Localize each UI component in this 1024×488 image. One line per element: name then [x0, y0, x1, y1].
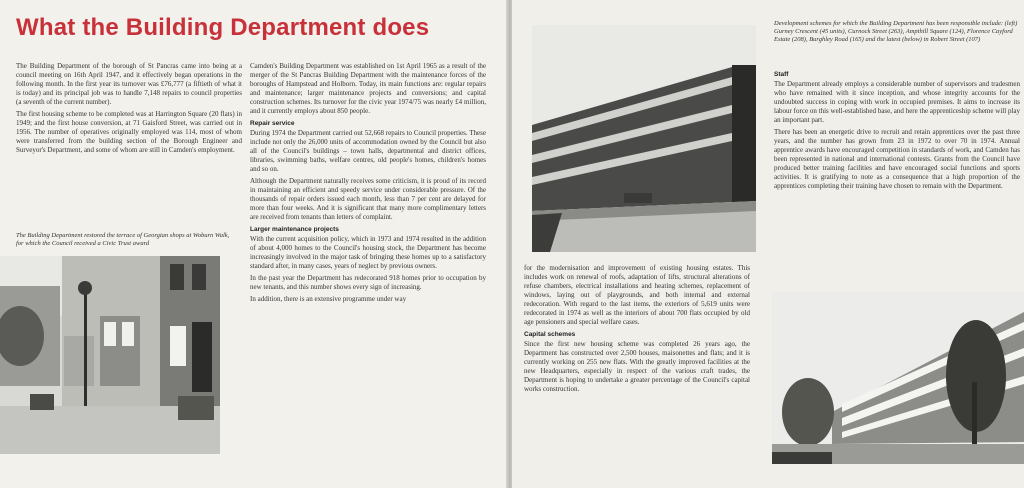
paragraph: The Building Department of the borough of St Pancras came into being at a council meeting on 16th April 1947, and it effectively began operations in the following month. In the first year its turnover was £76,777 (a fiftieth of what it is today) and its principal job was to handle 7,148 repairs to council properties (a seventh of the current number). — [16, 62, 242, 106]
section-heading: Staff — [774, 71, 789, 78]
paragraph: The Department already employs a considerable number of supervisors and tradesmen who have remained with it since inception, and whose integrity accounts for the undoubted success in coping with work in occupied premises. It aims to increase its labour force on this well-established base, and here the apprenticeship scheme will play an important part. — [774, 80, 1020, 124]
paragraph: Although the Department naturally receives some criticism, it is proud of its record in maintaining an efficient and speedy service under considerable pressure. Of the thousands of repair orders issued each month, less than 7 per cent are delayed for more than four weeks. And it is significant that many more complimentary letters are received from tenants than letters of complaint. — [250, 177, 486, 221]
paragraph: Camden's Building Department was established on 1st April 1965 as a result of the merger of the St Pancras Building Department with the maintenance forces of the boroughs of Hampstead and Holborn. Today, its main functions are: regular repairs and maintenance; larger maintenance projects and conversions; and capital construction schemes. Its turnover for the civic year 1974/75 was nearly £4 million, and it currently employs about 850 people. — [250, 62, 486, 115]
photo-caption: The Building Department restored the terrace of Georgian shops at Woburn Walk, for which the Council received a Civic Trust award — [16, 232, 230, 247]
paragraph: In the past year the Department has redecorated 918 homes prior to occupation by new tenants, and this number shows every sign of increasing. — [250, 274, 486, 291]
photo-caption: Development schemes for which the Building Department has been responsible include: (left) Gurney Crescent (45 units), Curnock Street (263), Ampthill Square (124), Florence Cayford Estate (208), Burghley Road (165) and the latest (below) in Robert Street (107) — [774, 20, 1018, 43]
page-title: What the Building Department does — [16, 14, 430, 41]
paragraph: With the current acquisition policy, which in 1973 and 1974 resulted in the addition of about 4,000 homes to the Council's housing stock, the Department has become increasingly involved in the major task of bringing these homes up to a satisfactory standard after, in many cases, years of neglect by previous owners. — [250, 235, 486, 270]
street-photo — [0, 256, 220, 454]
left-column-1 — [16, 62, 242, 158]
section-heading: Repair service — [250, 120, 295, 127]
section-heading: Larger maintenance projects — [250, 226, 339, 233]
robert-street-photo — [772, 292, 1024, 464]
right-column-1 — [524, 264, 750, 397]
paragraph: The first housing scheme to be completed was at Harrington Square (20 flats) in 1949; and the first house conversion, at 71 Gaisford Street, was carried out in 1956. The number of operatives originally employed was 114, most of whom were transferred from the building section of the Borough Engineer and Surveyor's Department, and some of whom are still in Camden's employment. — [16, 110, 242, 154]
paragraph: During 1974 the Department carried out 52,668 repairs to Council properties. These include not only the 26,000 units of accommodation owned by the Council but also all of the Council's buildings – town halls, departmental and district offices, libraries, swimming baths, welfare centres, old people's homes, children's homes and so on. — [250, 129, 486, 173]
section-heading: Capital schemes — [524, 331, 576, 338]
paragraph: Since the first new housing scheme was completed 26 years ago, the Department has constructed over 2,500 houses, maisonettes and flats; and it is currently working on 255 new flats. With the greatly improved facilities at the new Headquarters, especially in respect of the various craft trades, the Department is hoping to undertake a greater percentage of the Council's capital works construction. — [524, 340, 750, 393]
paragraph: There has been an energetic drive to recruit and retain apprentices over the past three years, and the number has grown from 23 in 1972 to over 70 in 1974. Annual apprentice awards have encouraged competition in standards of work, and Camden has been represented in national and international contests. Grants from the Council have produced better training facilities and have encouraged social functions and sports activities. It is gratifying to note as a consequence that a high proportion of the apprentices completing their training have chosen to remain with the Department. — [774, 128, 1020, 190]
right-column-2 — [774, 68, 1020, 194]
flats-photo — [532, 25, 756, 252]
paragraph: for the modernisation and improvement of existing housing estates. This includes work on renewal of roofs, adaptation of lifts, structural alterations of refuse chambers, electrical installations and heating schemes, replacement of windows, laying out of playgrounds, and both internal and external redecoration. With regard to the last items, the exteriors of 5,619 units were redecorated in 1974 as well as the interiors of about 700 flats occupied by old age pensioners and special welfare cases. — [524, 264, 750, 326]
paragraph: In addition, there is an extensive programme under way — [250, 295, 407, 303]
right-page — [512, 0, 1024, 488]
left-column-2 — [250, 62, 486, 307]
left-page — [0, 0, 508, 488]
